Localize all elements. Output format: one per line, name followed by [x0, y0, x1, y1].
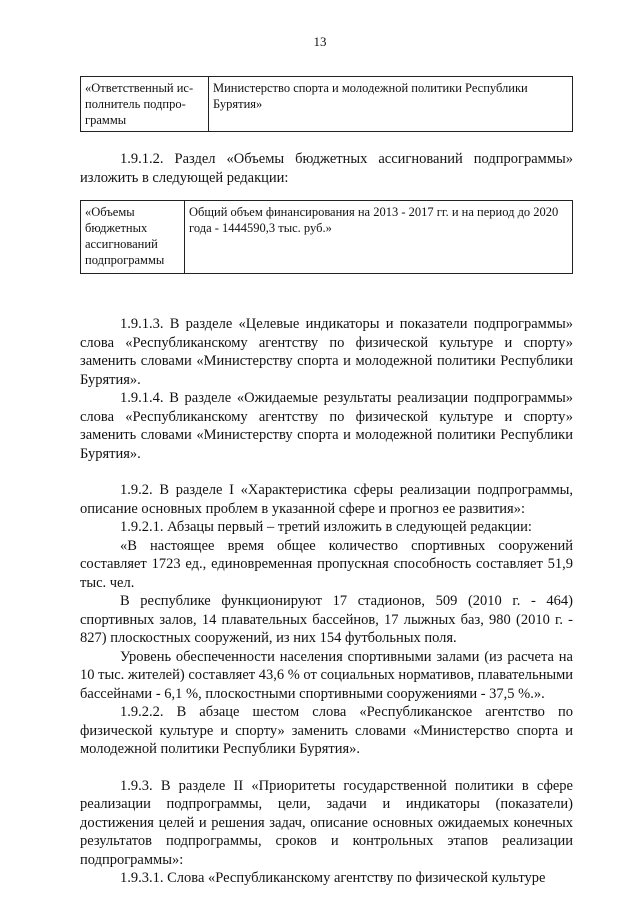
- paragraph-1-9-2-2: 1.9.2.2. В абзаце шестом слова «Республиканское агентство по физической культуре и спорту» заменить словами «Министерство спорта и молодежной политики Республики Бурятия».: [80, 704, 573, 757]
- blank-line: [80, 463, 573, 481]
- blank-line: [80, 759, 573, 777]
- table-row: [81, 77, 573, 132]
- quoted-paragraph-2: В республике функционируют 17 стадионов, 509 (2010 г. - 464) спортивных залов, 14 плавательных бассейнов, 17 лыжных баз, 980 (2010 г. - 827) плоскостных сооружений, из них 154 футбольных поля.: [80, 593, 573, 646]
- responsible-executor-table: [80, 76, 573, 132]
- table-cell-value: Общий объем финансирования на 2013 - 2017 гг. и на период до 2020 года - 1444590,3 тыс. руб.»: [185, 201, 573, 274]
- document-body: [80, 150, 573, 888]
- paragraph-1-9-3: 1.9.3. В разделе II «Приоритеты государственной политики в сфере реализации подпрограммы, цели, задачи и индикаторы (показатели) достижения целей и решения задач, описание основных ожидаемых конечных результатов подпрограммы, сроков и контрольных этапов реализации подпрограммы»:: [80, 777, 573, 868]
- quoted-paragraph-3: Уровень обеспеченности населения спортивными залами (из расчета на 10 тыс. жителей) составляет 43,6 % от социальных нормативов, плавательными бассейнами - 6,1 %, плоскостными спортивными сооружениями - 37,5 %.».: [80, 648, 574, 702]
- table-spacer: [80, 187, 573, 315]
- table-cell-label: «Ответственный ис-полнитель подпро-граммы: [81, 77, 209, 132]
- paragraph-1-9-1-4: 1.9.1.4. В разделе «Ожидаемые результаты реализации подпрограммы» слова «Республиканскому агентству по физической культуре и спорту» заменить словами «Министерству спорта и молодежной политики Республики Бурятия».: [80, 390, 573, 462]
- paragraph-1-9-2-1: 1.9.2.1. Абзацы первый – третий изложить в следующей редакции:: [120, 519, 532, 535]
- table-cell-label: «Объемы бюджетных ассигнований подпрограммы: [81, 201, 185, 274]
- paragraph-1-9-3-1: 1.9.3.1. Слова «Республиканскому агентству по физической культуре: [120, 870, 546, 886]
- page-number: 13: [313, 34, 327, 49]
- table-cell-value: Министерство спорта и молодежной политики Республики Бурятия»: [209, 77, 573, 132]
- paragraph-1-9-1-2: 1.9.1.2. Раздел «Объемы бюджетных ассигнований подпрограммы» изложить в следующей редакции:: [80, 151, 573, 186]
- quoted-paragraph-1: «В настоящее время общее количество спортивных сооружений составляет 1723 ед., единовременная пропускная способность составляет 51,9 тыс. чел.: [80, 537, 573, 591]
- paragraph-1-9-1-3: 1.9.1.3. В разделе «Целевые индикаторы и показатели подпрограммы» слова «Республиканскому агентству по физической культуре и спорту» заменить словами «Министерству спорта и молодежной политики Республики Бурятия».: [80, 316, 573, 388]
- paragraph-1-9-2: 1.9.2. В разделе I «Характеристика сферы реализации подпрограммы, описание основных проблем в указанной сфере и прогноз ее развития»:: [80, 482, 573, 517]
